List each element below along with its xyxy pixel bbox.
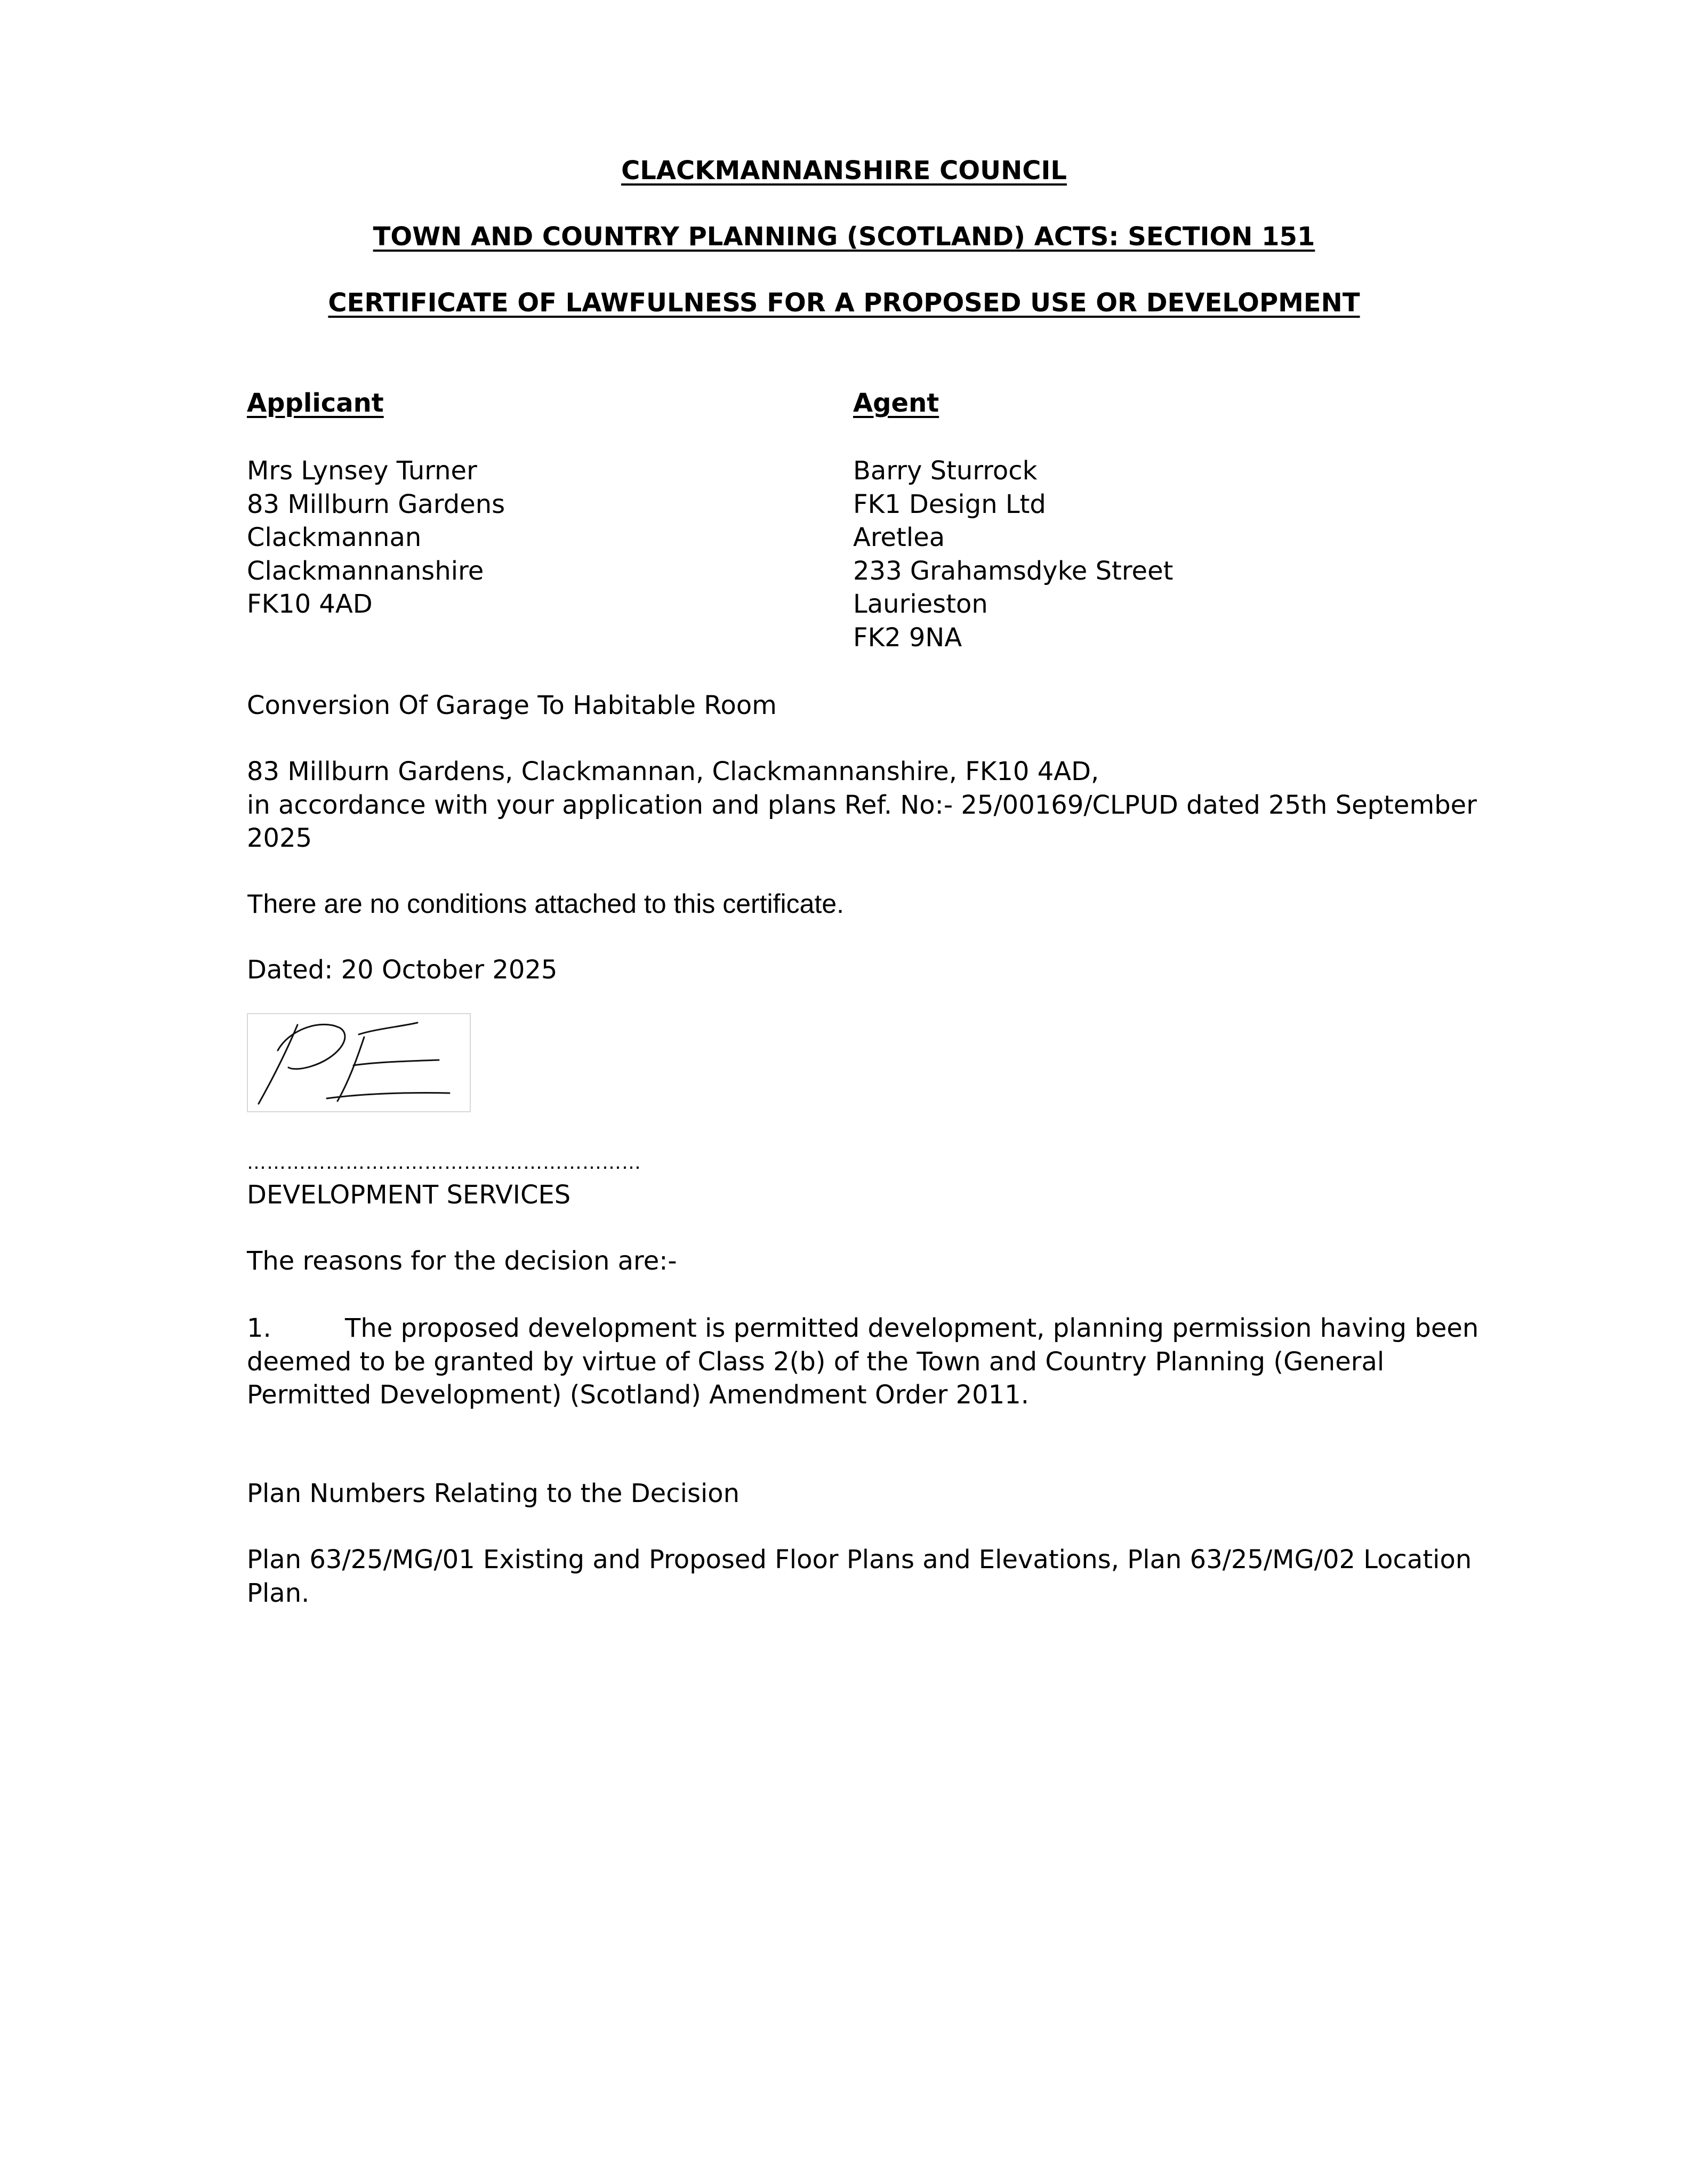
site-details	[247, 755, 1477, 855]
act-title: TOWN AND COUNTRY PLANNING (SCOTLAND) ACTS: SECTION 151	[373, 222, 1315, 252]
department-name: DEVELOPMENT SERVICES	[247, 1180, 571, 1210]
proposal-description: Conversion Of Garage To Habitable Room	[247, 690, 777, 720]
agent-street: 233 Grahamsdyke Street	[853, 556, 1173, 586]
reasons-intro: The reasons for the decision are:-	[247, 1246, 677, 1276]
agent-heading: Agent	[853, 388, 939, 418]
council-title: CLACKMANNANSHIRE COUNCIL	[621, 156, 1067, 186]
applicant-town: Clackmannan	[247, 523, 422, 552]
applicant-heading: Applicant	[247, 388, 384, 418]
application-reference-continued: 2025	[247, 823, 312, 853]
agent-building: Aretlea	[853, 523, 945, 552]
applicant-address	[247, 454, 505, 621]
date-issued: Dated: 20 October 2025	[247, 955, 558, 985]
conditions-statement: There are no conditions attached to this certificate.	[247, 889, 845, 919]
plans-line-2: Plan.	[247, 1578, 310, 1608]
agent-postcode: FK2 9NA	[853, 622, 962, 653]
applicant-name: Mrs Lynsey Turner	[247, 456, 477, 486]
applicant-postcode: FK10 4AD	[247, 589, 373, 619]
reason-item	[247, 1312, 1479, 1412]
certificate-title: CERTIFICATE OF LAWFULNESS FOR A PROPOSED USE OR DEVELOPMENT	[328, 288, 1360, 318]
applicant-street: 83 Millburn Gardens	[247, 489, 505, 519]
plans-heading: Plan Numbers Relating to the Decision	[247, 1479, 740, 1508]
agent-company: FK1 Design Ltd	[853, 489, 1046, 519]
signature-image	[247, 1013, 471, 1112]
reason-text-line-3: Permitted Development) (Scotland) Amendment Order 2011.	[247, 1380, 1030, 1410]
applicant-county: Clackmannanshire	[247, 556, 484, 586]
agent-address	[853, 454, 1173, 654]
reason-line-1	[247, 1312, 1479, 1345]
agent-town: Laurieston	[853, 589, 988, 619]
agent-name: Barry Sturrock	[853, 456, 1038, 486]
signature-dotted-line: ……………………………………………………	[247, 1152, 641, 1174]
plans-list	[247, 1543, 1473, 1610]
reason-number: 1.	[247, 1313, 271, 1343]
site-address: 83 Millburn Gardens, Clackmannan, Clackmannanshire, FK10 4AD,	[247, 757, 1099, 786]
reason-text-line-1: The proposed development is permitted development, planning permission having been	[345, 1313, 1479, 1343]
plans-line-1: Plan 63/25/MG/01 Existing and Proposed Floor Plans and Elevations, Plan 63/25/MG/02 Location	[247, 1545, 1472, 1575]
application-reference: in accordance with your application and plans Ref. No:- 25/00169/CLPUD dated 25th September	[247, 790, 1477, 820]
reason-text-line-2: deemed to be granted by virtue of Class 2(b) of the Town and Country Planning (General	[247, 1346, 1385, 1377]
